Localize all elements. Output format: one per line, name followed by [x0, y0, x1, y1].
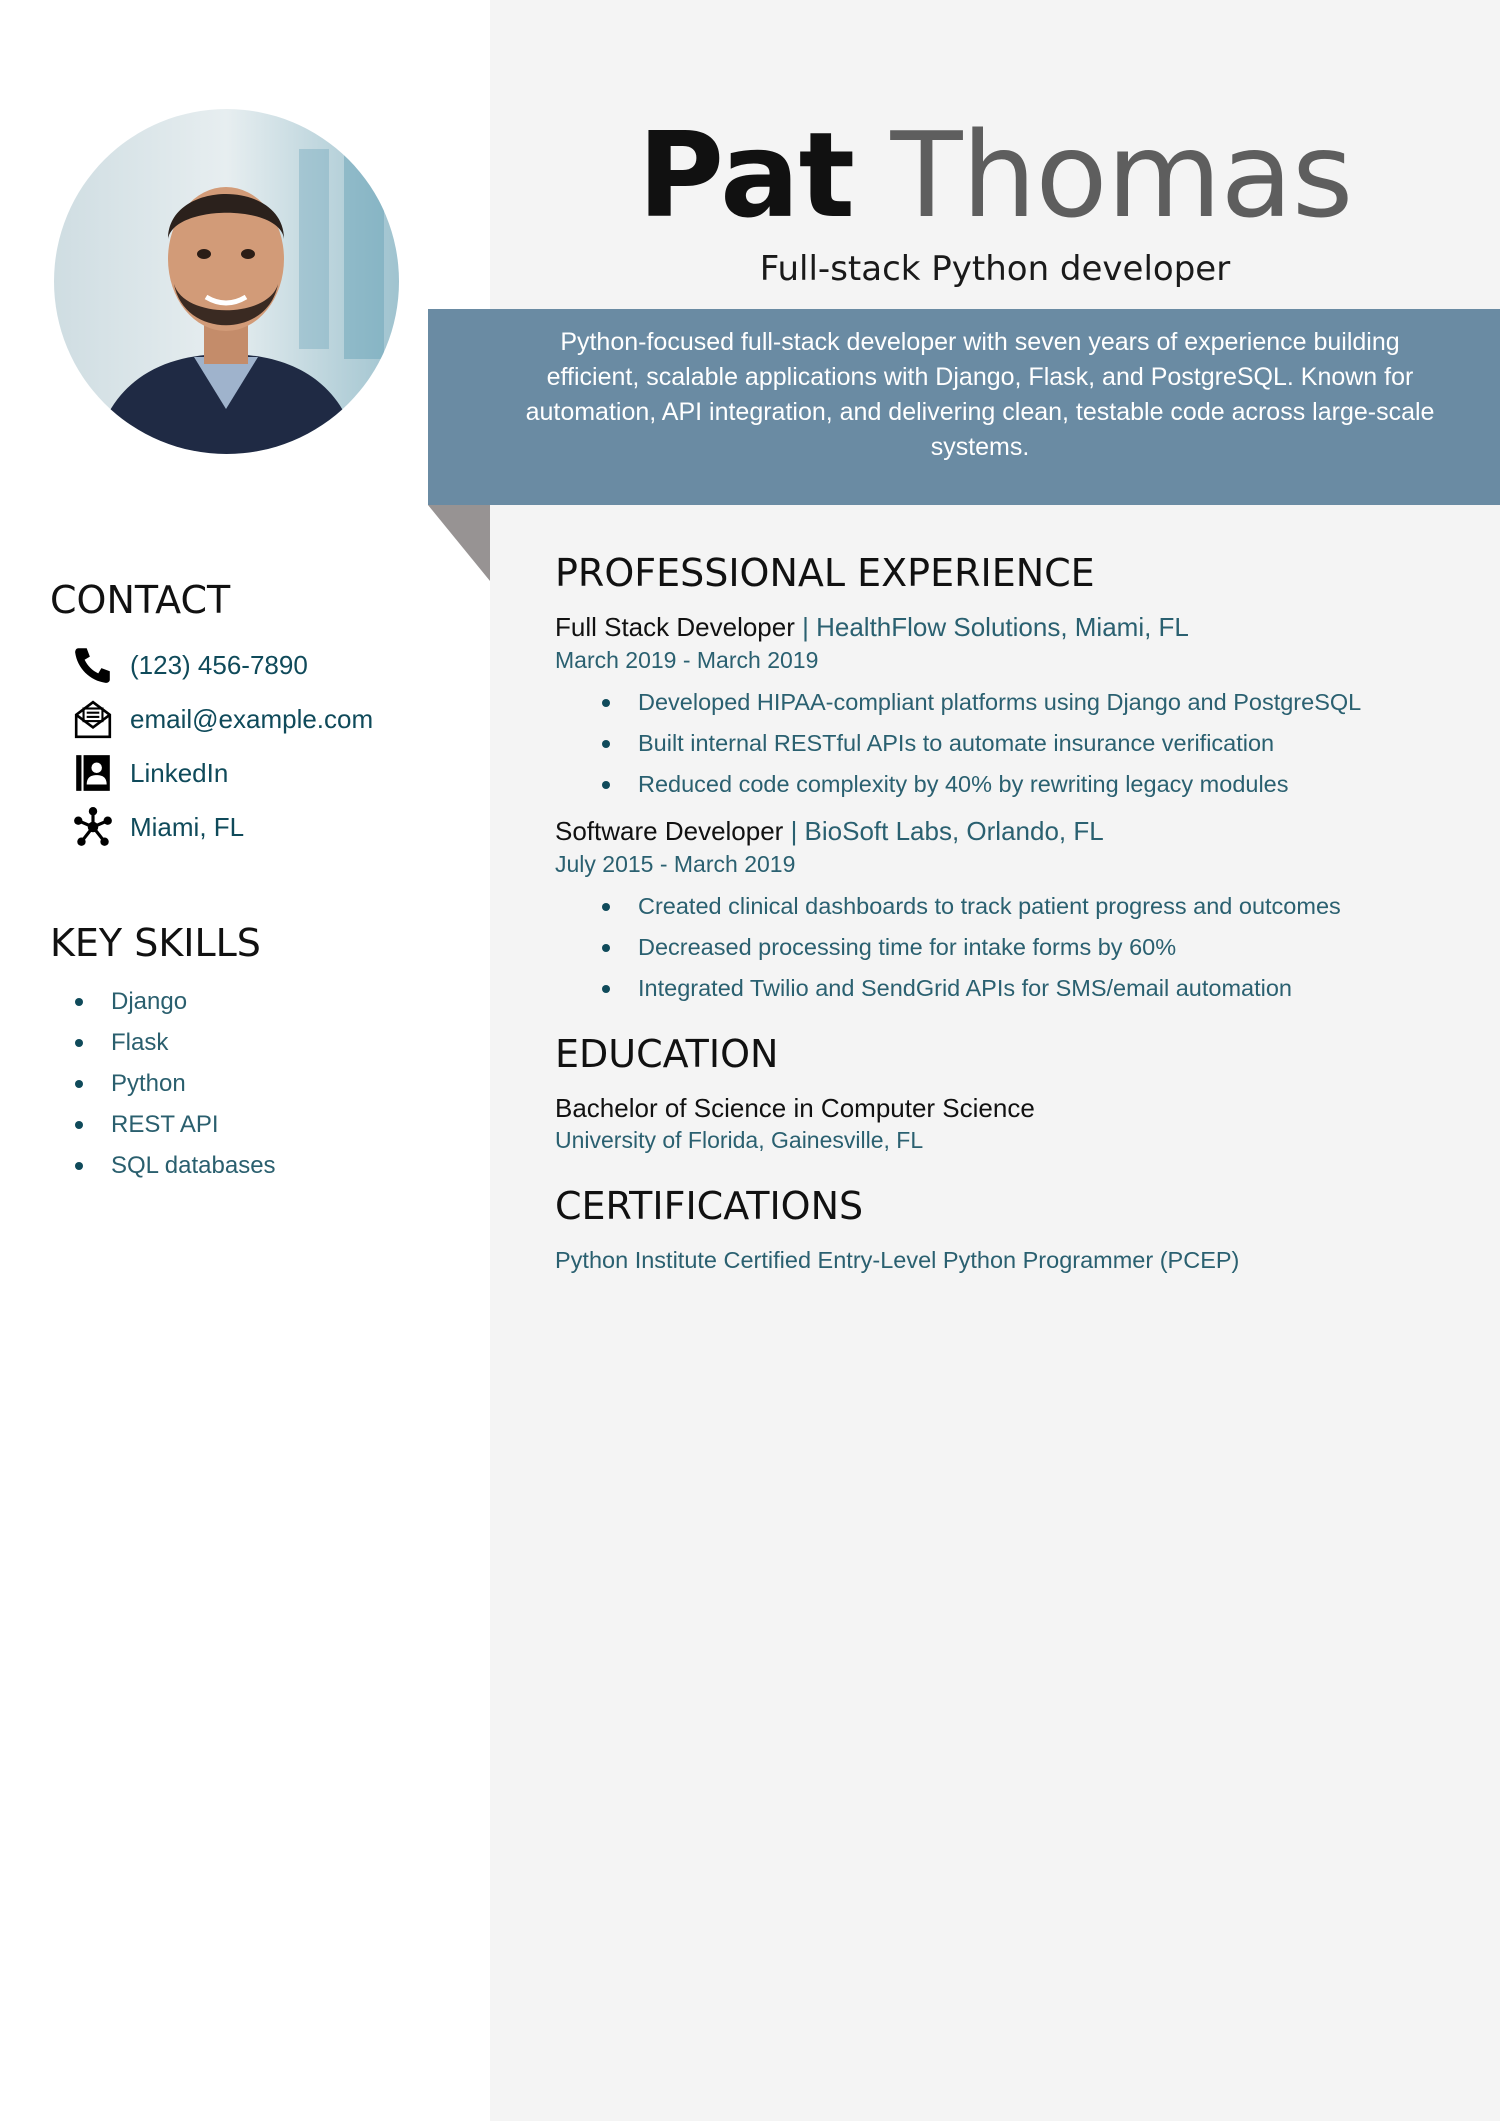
contact-phone-text: (123) 456-7890	[130, 649, 308, 680]
candidate-name	[490, 105, 1500, 245]
job-1-role: Full Stack Developer	[555, 612, 795, 642]
bullet-dot	[602, 781, 610, 789]
bullet-dot	[602, 699, 610, 707]
skill-item: Django	[70, 981, 276, 1022]
education-degree: Bachelor of Science in Computer Science	[555, 1093, 1035, 1123]
skills-list	[70, 981, 276, 1186]
bullet-dot	[602, 903, 610, 911]
first-name: Pat	[637, 106, 855, 244]
contact-linkedin-text: LinkedIn	[130, 757, 229, 788]
list-item: Built internal RESTful APIs to automate insurance verification	[602, 723, 1361, 764]
contact-location-text: Miami, FL	[130, 811, 245, 842]
contact-heading: CONTACT	[50, 578, 231, 622]
education-heading: EDUCATION	[555, 1032, 779, 1076]
bullet-dot	[75, 1080, 83, 1088]
profile-photo	[54, 109, 399, 454]
network-icon	[70, 804, 116, 850]
phone-icon	[70, 642, 116, 688]
bullet-dot	[75, 998, 83, 1006]
contact-email-text: email@example.com	[130, 703, 374, 734]
education-school: University of Florida, Gainesville, FL	[555, 1127, 924, 1153]
bullet-dot	[75, 1162, 83, 1170]
job-1-dates: March 2019 - March 2019	[555, 647, 819, 673]
certification-item: Python Institute Certified Entry-Level Python Programmer (PCEP)	[555, 1247, 1240, 1273]
job-2-role: Software Developer	[555, 816, 784, 846]
certifications-heading: CERTIFICATIONS	[555, 1184, 864, 1228]
list-item: Reduced code complexity by 40% by rewriting legacy modules	[602, 764, 1361, 805]
contact-phone[interactable]	[70, 638, 373, 692]
job-2-header	[555, 815, 1104, 847]
skill-item: REST API	[70, 1104, 276, 1145]
skills-heading: KEY SKILLS	[50, 921, 261, 965]
job-1-header	[555, 611, 1189, 643]
skill-item: Flask	[70, 1022, 276, 1063]
experience-heading: PROFESSIONAL EXPERIENCE	[555, 551, 1095, 595]
contact-email[interactable]	[70, 692, 373, 746]
bullet-dot	[75, 1039, 83, 1047]
list-item: Integrated Twilio and SendGrid APIs for SMS/email automation	[602, 968, 1341, 1009]
bullet-dot	[602, 985, 610, 993]
job-2-company: | BioSoft Labs, Orlando, FL	[783, 816, 1104, 846]
bullet-dot	[602, 944, 610, 952]
linkedin-icon	[70, 750, 116, 796]
skill-item: Python	[70, 1063, 276, 1104]
list-item: Created clinical dashboards to track patient progress and outcomes	[602, 886, 1341, 927]
job-1-bullets	[602, 682, 1361, 805]
contact-location[interactable]	[70, 800, 373, 854]
envelope-icon	[70, 696, 116, 742]
contact-linkedin[interactable]	[70, 746, 373, 800]
list-item: Developed HIPAA-compliant platforms using Django and PostgreSQL	[602, 682, 1361, 723]
job-title: Full-stack Python developer	[759, 249, 1231, 289]
summary-text: Python-focused full-stack developer with seven years of experience building efficient, scalable applications with Django, Flask, and PostgreSQL. Known for automation, API integration, and delivering clean, testable code across large-scale systems.	[525, 328, 1435, 461]
job-1-company: | HealthFlow Solutions, Miami, FL	[794, 612, 1189, 642]
list-item: Decreased processing time for intake forms by 60%	[602, 927, 1341, 968]
bullet-dot	[75, 1121, 83, 1129]
ribbon-fold	[428, 505, 490, 581]
contact-list	[70, 638, 373, 854]
last-name: Thomas	[890, 106, 1353, 244]
job-2-dates: July 2015 - March 2019	[555, 851, 796, 877]
skill-item: SQL databases	[70, 1145, 276, 1186]
bullet-dot	[602, 740, 610, 748]
job-2-bullets	[602, 886, 1341, 1009]
